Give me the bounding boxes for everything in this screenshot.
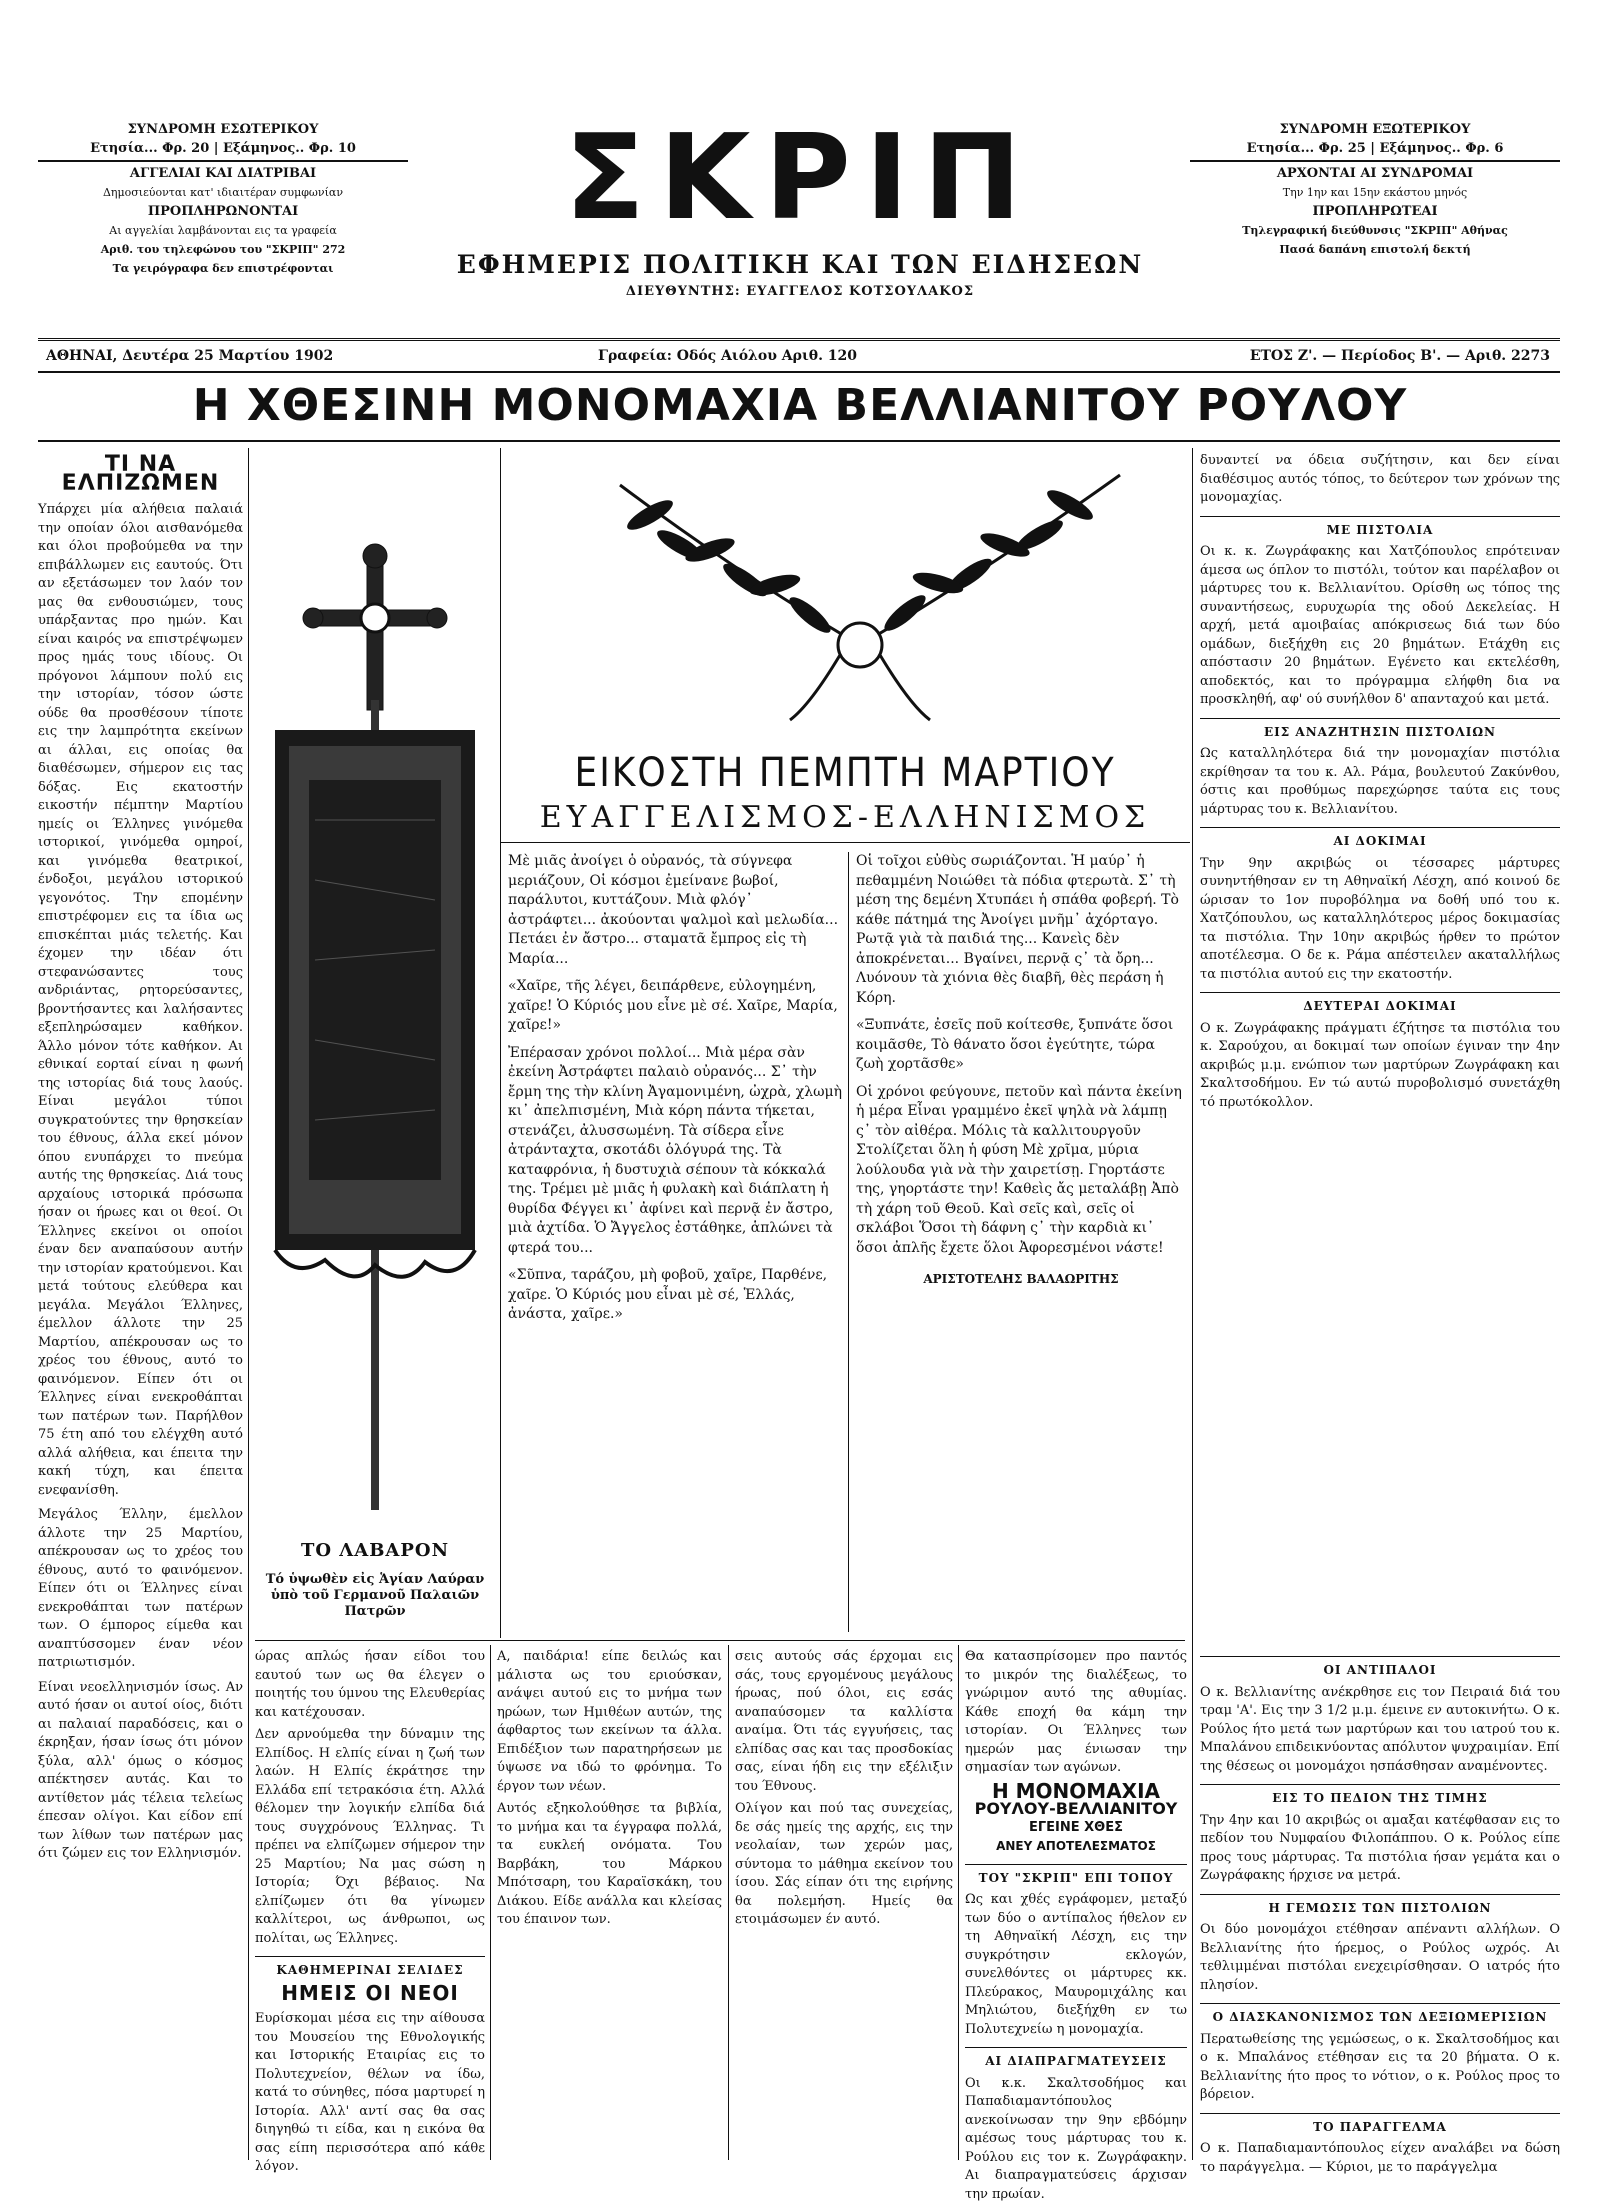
lower-text: Οι δύο μονομάχοι ετέθησαν απέναντι αλλήλων. Ο Βελλιανίτης ήτο ήρεμος, ο Ρούλος ωχρός. Αι τεθλιμμέναι πιστόλαι ενεχειρίσθησαν. Ο ιατρός ήτο πλησίον. <box>1200 1922 1560 1993</box>
dateline-bar <box>38 338 1560 373</box>
editorial-para2: Μεγάλος Έλλην, έμελλον άλλοτε την 25 Μαρτίου, απέκρουσαν ως το χρέος του έθνους, αυτό το φαινόμενον. Είπεν ότι οι Έλληνες είναι ενεκροθάπται των πατέρων των. Ο έμπορος είμεθα και αναπτύσσομεν έναν νέον πατριωτισμόν. <box>38 1507 243 1670</box>
section-body: Ως καταλληλότερα διά την μονομαχίαν πιστόλια εκρίθησαν τα του κ. Αλ. Ράμα, βουλευτού Ζακύνθου, όστις και προθύμως παρεχώρησε ταύτα εις τους μάρτυρας του κ. Βελλιανίτου. <box>1200 746 1560 817</box>
lower-text: σεις αυτούς σάς έρχομαι εις σάς, τους εργομένους μεγάλους ήρωας, πού όλοι, εις εσάς αναπαύσομεν τα καλλίστα αναίμα. Ότι τάς εγγυήσεις, τας ελπίδας σας και τας προσδοκίας σας, είναι ήδη εις την εξέλιξιν του Έθνους. <box>735 1649 953 1794</box>
duel-box-subtitle: ΕΓΕΙΝΕ ΧΘΕΣ <box>1028 1819 1123 1835</box>
domestic-subscription-title: ΣΥΝΔΡΟΜΗ ΕΣΩΤΕΡΙΚΟΥ <box>127 122 319 137</box>
negotiations-heading: ΑΙ ΔΙΑΠΡΑΓΜΑΤΕΥΣΕΙΣ <box>965 2047 1187 2071</box>
editorial-body: Υπάρχει μία αλήθεια παλαιά την οποίαν όλοι αισθανόμεθα και όλοι προβούμεθα να την επιβάλλωμεν εις εαυτούς. Ότι αν εξετάσωμεν τον λαόν τον μας θα ενθουσιώμεν, τους υπάρξαντας προ ημών. Και είναι καιρός να επιστρέψωμεν προς ημάς τους ιδίους. Οι πρόγονοι λάμπουν πολύ εις την ιστορίαν, τόσον ώστε ούδε θα προσθέσουν τίποτε εις την λαμπρότητα εκείνων αι άλλαι, εις οποίας θα διαθέσωμεν, σήμερον εις τας δόξας. Εις εκατοστήν εικοστήν πέμπτην Μαρτίου ημείς οι Έλληνες γινόμεθα ιστορικοί, γινόμεθα ομηροί, και γινόμεθα θεατρικοί, ένδοξοι, μεγάλου ιστορικού γεγονότος. Την επομένην επιστρέφομεν εις τα ίδια ως επισκέπται μιάς τελετής. Και έχομεν την ιδέαν ότι στεφανώσαντες τους ανδριάντας, ρητορεύσαντες, βροντήσαντες και λαλήσαντες εξεπληρώσαμεν καθήκον. Άλλο μόνον τότε καθήκον. Αι εθνικαί εορταί είναι η φωνή της ιστορίας διά τους λαούς. Είναι μεγάλοι τύποι συγκρατούντες την θρησκείαν του έθνους, άλλα εκεί μόνον όπου ενυπάρχει το πνεύμα αυτής της θρησκείας. Διά τους αρχαίους ιστορικά πρόσωπα ήσαν οι ήρωες και οι θεοί. Οι Έλληνες εκείνοι οι οποίοι έναν δεν αναπαύσουν αυτήν την ιστορίαν κρατούμενοι. Και μετά τούτους ελεύθερα και μεγάλα. Μεγάλοι Έλληνες, έμελλον άλλοτε την 25 Μαρτίου, απέκρουσαν ως το χρέος του έθνους, αυτό το φαινόμενον. Είπεν ότι οι Έλληνες είναι ενεκροθάπται των πατέρων των. Παρήλθον 75 έτη από του ελέγχθη αυτό αλλά αλήθεια, και έπειτα την κακή τύχη, και έπειτα ενεφανίσθη. <box>38 502 243 1498</box>
feature-rule <box>500 842 1190 843</box>
section-heading: ΜΕ ΠΙΣΤΟΛΙΑ <box>1200 516 1560 540</box>
honor-field-heading: ΕΙΣ ΤΟ ΠΕΔΙΟΝ ΤΗΣ ΤΙΜΗΣ <box>1200 1784 1560 1808</box>
letters-note: Τα γειρόγραφα δεν επιστρέφονται <box>112 262 334 275</box>
lower-text: Ολίγον και πού τας συνεχείας, δε σάς ημείς της αρχής, εις την νεολαίαν, των χερών μας, σύντομα το μάθημα εκείνον του ίσου. Σάς είπαν ότι της ειρήνης θα πολεμήση. Ημείς θα ετοιμάσωμεν έν αυτό. <box>735 1801 953 1927</box>
column-editorial <box>38 452 243 2152</box>
poem-stanza: «Σῦπνα, ταράζου, μὴ φοβοῦ, χαῖρε, Παρθένε, χαῖρε. Ὁ Κύριός μου εἶναι μὲ σέ, Ἑλλάς, ἀνάστα, χαῖρε.» <box>508 1267 828 1322</box>
lower-section-rule <box>255 1640 1185 1641</box>
lower-text: Ως και χθές εγράφομεν, μεταξύ των δύο ο αντίπαλος ήθελον εν τη Αθηναϊκή Λέσχη, εις την συγκρότησιν εκλογών, συνελθόντες οι μάρτυρες κκ. Πλεύρακος, Μαυρομιχάλης και Μηλιώτου, διεξήχθη εν τω Πολυτεχνείω η μονομαχία. <box>965 1892 1187 2037</box>
masthead-right-box <box>1190 120 1560 259</box>
ads-title: ΑΓΓΕΛΙΑΙ ΚΑΙ ΔΙΑΤΡΙΒΑΙ <box>129 166 317 181</box>
section-body: Οι κ. κ. Ζωγράφακης και Χατζόπουλος επρότειναν άμεσα ως όπλον το πιστόλι, τούτον και παρέλαβον οι μάρτυρες του κ. Βελλιανίτου. Ορίσθη ως τόπος της συναντήσεως, ευρυχωρία της οδού Δεκελείας. Η αρχή, μετά αμοιβαίας απόκρισεως διά των δύο ομάδων, διεξήχθη εις 20 βημάτων. Ετάχθη εις απόστασιν 20 βημάτων. Εγένετο και εκτελέσθη, αποδεκτός, και το πρόγραμμα ελήφθη δια να προσκληθή, αφ' ού συνήλθον δ' απανταχού και μετά. <box>1200 544 1560 707</box>
lower-text: Την 4ην και 10 ακριβώς οι αμαξαι κατέφθασαν εις το πεδίον του Νυμφαίου Φιλοπάππου. Ο κ. Ρούλος είπε προς τους μάρτυρας. Τα πιστόλια ήσαν γεμάτα και ο Ζωγράφακης ήρχισε να μετρά. <box>1200 1812 1560 1883</box>
lower-text: Περατωθείσης της γεμώσεως, ο κ. Σκαλτσοδήμος και ο κ. Μπαλάνος ετέθησαν εις τα 20 βήματα. Ο κ. Βελλιανίτης ήτο προς το νότιον, ο κ. Ρούλος προς το βόρειον. <box>1200 2031 1560 2102</box>
lower-text: Αυτός εξηκολούθησε τα βιβλία, το μνήμα και τα έγγραφα πολλά, τα ευκλεή ονόματα. Του Βαρβάκη, του Μάρκου Μπότσαρη, του Καραϊσκάκη, του Διάκου. Είδε ανάλλα και κλείσας του έπαινον των. <box>497 1801 722 1927</box>
lower-text: Ευρίσκομαι μέσα εις την αίθουσα του Μουσείου της Εθνολογικής και Ιστορικής Εταιρίας εις το Πολυτεχνείον, θέλων να ίδω, κατά το σύνηθες, πόσα μαρτυρεί η Ιστορία. Αλλ' αντί σας θα σας διηγηθώ τι είδα, και η εικόνα θα σας είπη περισσότερα από κάθε λόγον. <box>255 2011 485 2174</box>
lower-text: ώρας απλώς ήσαν είδοι του εαυτού των ως θα έλεγεν ο ποιητής του ύμνου της Ελευθερίας και κατέχουσαν. <box>255 1649 485 1720</box>
column-divider <box>248 448 249 2160</box>
poem-stanza: «Χαῖρε, τῆς λέγει, δειπάρθενε, εὐλογημένη, χαῖρε! Ὁ Κύριός μου εἶνε μὲ σέ. Χαῖρε, Μαρία, χαῖρε!» <box>508 978 838 1033</box>
lower-text: Οι κ.κ. Σκαλτσοδήμος και Παπαδιαμαντόπουλος ανεκοίνωσαν την 9ην εβδόμην αμέσως τους μάρτυρας του κ. Ρούλου εις τον κ. Ζωγράφακην. Αι διαπραγματεύσεις άρχισαν την πρωίαν. <box>965 2075 1187 2202</box>
telegraph-address: Τηλεγραφική διεύθυνσις "ΣΚΡΙΠ" Αθήνας <box>1242 224 1508 237</box>
labarum-caption: ΤΟ ΛΑΒΑΡΟΝ <box>300 1540 450 1561</box>
feature-title: ΕΙΚΟΣΤΗ ΠΕΜΠΤΗ ΜΑΡΤΙΟΥ <box>574 750 1116 796</box>
subscriptions-start-text: Την 1ην και 15ην εκάστου μηνός <box>1282 186 1468 199</box>
poem-stanza: Ἐπέρασαν χρόνοι πολλοί... Μιὰ μέρα σὰν ἐκείνη Ἀστράφτει παλαιὸ οὐρανός... Σ᾽ τὴν ἔρμη της τὴν κλίνη Ἀγαμονιμένη, ὠχρὰ, χλωμὴ κι᾽ ἀπελπισμένη, Μιὰ κόρη πάντα τήκεται, στενάζει, ἀλυσσωμένη. Τὰ σίδερα εἶνε ἀτράνταχτα, σκοτάδι ὁλόγυρά της. Τὰ καταφρόνια, ἡ δυστυχιὰ σέπουν τὰ κόκκαλά της. Τρέμει μὲ μιᾶς ἡ φυλακὴ καὶ διάπλατη ἡ θυρίδα Φέγγει κι᾽ ἀφίνει καὶ περνᾷ ἐν ἄστρο, μιὰ ἀχτίδα. Ὁ Ἄγγελος ἐστάθηκε, ἁπλώνει τὰ φτερά του... <box>508 1044 843 1256</box>
offices-address: Γραφεία: Οδός Αιόλου Αριθ. 120 <box>598 348 858 364</box>
masthead-left-box <box>38 120 408 278</box>
prepaid-label: ΠΡΟΠΛΗΡΩΝΟΝΤΑΙ <box>147 204 299 219</box>
column-divider <box>728 1645 729 2160</box>
foreign-subscription-prices: Ετησία... Φρ. 25 | Εξάμηνος.. Φρ. 6 <box>1246 141 1504 156</box>
poem-stanza: «Ξυπνάτε, ἐσεῖς ποῦ κοίτεσθε, ξυπνάτε ὅσοι κοιμᾶσθε, Τὸ θάνατο ὅσοι ἐγεύτητε, τώρα ζωὴ χορτᾶσθε» <box>856 1017 1174 1072</box>
lower-text: Α, παιδάρια! είπε δειλώς και μάλιστα ως του εριούσκαν, ανάψει αυτού εις το μνήμα των ηρώων, των Ημιθέων αυτών, της άφθαρτος των εκείνων τα άλλα. Επιδέξιον των παρατηρήσεων με ύψωσε να ιδώ το φρόνημα. Το έργον των νέων. <box>497 1649 722 1794</box>
column-divider <box>1192 448 1193 2160</box>
lower-column-b <box>497 1648 722 2158</box>
main-headline: Η ΧΘΕΣΙΝΗ ΜΟΝΟΜΑΧΙΑ ΒΕΛΛΙΑΝΙΤΟΥ ΡΟΥΛΟΥ <box>192 380 1408 431</box>
section-body: Την 9ην ακριβώς οι τέσσαρες μάρτυρες συνηντήθησαν εν τη Αθηναϊκή Λέσχη, από κοινού δε ώρισαν το 1ον πυροβόλημα να δοθή υπό του κ. Χατζόπουλου, ως καταλληλότερος μέρος δοκιμασίας τα πιστόλια. Την 10ην ακριβώς ήρθεν το πρώτον αποτέλεσμα. Ο δε κ. Ράμα απέστειλεν ακαταλλήλως τα πιστόλια αυτού εις την εκατοστήν. <box>1200 855 1560 982</box>
director-line: ΔΙΕΥΘΥΝΤΗΣ: ΕΥΑΓΓΕΛΟΣ ΚΟΤΣΟΥΛΑΚΟΣ <box>625 284 975 299</box>
editorial-title: ΤΙ ΝΑ ΕΛΠΙΖΩΜΕΝ <box>61 452 220 496</box>
lower-column-e <box>1200 1648 1560 2175</box>
command-heading: ΤΟ ΠΑΡΑΓΓΕΛΜΑ <box>1200 2113 1560 2137</box>
poem-stanza: Μὲ μιᾶς ἀνοίγει ὁ οὐρανός, τὰ σύγνεφα μεριάζουν, Οἱ κόσμοι ἐμείνανε βωβοί, παράλυτοι, κυττάζουν. Μιὰ φλόγ᾽ ἀστράφτει... ἀκούονται ψαλμοὶ καὶ μελωδία... Πετάει ἐν ἄστρο... σταματᾶ ἔμπρος εἰς τὴ Μαρία... <box>508 853 839 967</box>
lower-column-c <box>735 1648 953 2158</box>
opponents-heading: ΟΙ ΑΝΤΙΠΑΛΟΙ <box>1200 1656 1560 1680</box>
issue-date: ΑΘΗΝΑΙ, Δευτέρα 25 Μαρτίου 1902 <box>46 348 334 364</box>
column-divider <box>848 852 849 1632</box>
poem-left-column <box>508 852 843 1632</box>
duel-box-subtitle: ΡΟΥΛΟΥ-ΒΕΛΛΙΑΝΙΤΟΥ <box>974 1799 1178 1818</box>
lower-text: Δεν αρνούμεθα την δύναμιν της Ελπίδος. Η ελπίς είναι η ζωή των λαών. Η Ελπίς έκράτησε την Ελλάδα επί τετρακόσια έτη. Αλλά θέλομεν την λογικήν ελπίδα διά τους συγχρόνους Έλληνας. Τι πρέπει να ελπίζωμεν σήμερον την 25 Μαρτίου; Να μας σώση η Ιστορία; Όχι βέβαιος. Να ελπίζωμεν ότι θα γίνωμεν καλλίτεροι, ως άνθρωποι, ως πολίται, ως Έλληνες. <box>255 1727 485 1946</box>
lower-column-a <box>255 1648 485 2174</box>
ads-text: Δημοσιεύονται κατ' ιδιαιτέραν συμφωνίαν <box>102 186 344 199</box>
prepaid-label-right: ΠΡΟΠΛΗΡΩΤΕΑΙ <box>1312 204 1438 219</box>
duel-intro: δυναντεί να όδεια συζήτησιν, και δεν είναι διαθέσιμος αυτός τόπος, το δεύτερον των χρόνων της μονομαχίας. <box>1200 453 1560 505</box>
section-heading: ΕΙΣ ΑΝΑΖΗΤΗΣΙΝ ΠΙΣΤΟΛΙΩΝ <box>1200 718 1560 742</box>
duel-box-subtitle: ΑΝΕΥ ΑΠΟΤΕΛΕΣΜΑΤΟΣ <box>996 1839 1156 1853</box>
domestic-subscription-prices: Ετησία... Φρ. 20 | Εξάμηνος.. Φρ. 10 <box>90 141 356 156</box>
section-heading: ΔΕΥΤΕΡΑΙ ΔΟΚΙΜΑΙ <box>1200 992 1560 1016</box>
loading-pistols-heading: Η ΓΕΜΩΣΙΣ ΤΩΝ ΠΙΣΤΟΛΙΩΝ <box>1200 1894 1560 1918</box>
telephone-number: Αριθ. του τηλεφώνου του "ΣΚΡΙΠ" 272 <box>100 243 346 256</box>
duel-box-title: Η ΜΟΝΟΜΑΧΙΑ <box>991 1778 1161 1803</box>
section-heading: ΑΙ ΔΟΚΙΜΑΙ <box>1200 827 1560 851</box>
foreign-subscription-title: ΣΥΝΔΡΟΜΗ ΕΞΩΤΕΡΙΚΟΥ <box>1279 122 1471 137</box>
poem-signature: ΑΡΙΣΤΟΤΕΛΗΣ ΒΑΛΑΩΡΙΤΗΣ <box>923 1272 1119 1286</box>
poem-stanza: Οἱ τοῖχοι εὐθὺς σωριάζονται. Ἡ μαύρ᾽ ἡ πεθαμμένη Νοιώθει τὰ πόδια φτερωτὰ. Σ᾽ τὴ μέση της δεμένη Χτυπάει ἡ σπάθα φοβερή. Τὸ κάθε πάτημά της Ἀνοίγει μνῆμ᾽ ἀχόρταγο. Ρωτᾷ γιὰ τὰ παιδιά της... Κανεὶς δὲν ἀποκρένεται... Βγαίνει, περνᾷ ς᾽ τὰ ὄρη... Λυόνουν τὰ χιόνια θὲς διαβῆ, θὲς περάση ἡ Κόρη. <box>856 853 1179 1006</box>
newspaper-subtitle: ΕΦΗΜΕΡΙΣ ΠΟΛΙΤΙΚΗ ΚΑΙ ΤΩΝ ΕΙΔΗΣΕΩΝ <box>456 250 1144 279</box>
daily-pages-heading: ΚΑΘΗΜΕΡΙΝΑΙ ΣΕΛΙΔΕΣ <box>255 1956 485 1980</box>
issue-number: ΕΤΟΣ Ζ'. — Περίοδος Β'. — Αριθ. 2273 <box>1249 348 1550 364</box>
young-section-title: ΗΜΕΙΣ ΟΙ ΝΕΟΙ <box>281 1980 459 2005</box>
poem-stanza: Οἱ χρόνοι φεύγουνε, πετοῦν καὶ πάντα ἐκείνη ἡ μέρα Εἶναι γραμμένο ἐκεῖ ψηλὰ νὰ λάμπῃ ς᾽ τὸν αἰθέρα. Μόλις τὰ καλλιτουργοῦν Στολίζεται ὅλη ἡ φύση Μὲ χρῖμα, μύρια λούλουδα γιὰ νὰ τὴν χαιρετίσῃ. Γηορτάστε της, γηορτάστε την! Καθεὶς ἄς μεταλάβῃ Ἀπὸ τὴ χάρη τοῦ Θεοῦ. Καὶ σεῖς καὶ, σεῖς οἱ σκλάβοι Ὅσοι τὴ δάφνη ς᾽ τὴν καρδιὰ κι᾽ ὅσοι ἀπλῆς ἔχετε ὅλοι Ἀφορεσμένοι νάστε! <box>856 1083 1182 1256</box>
poem-right-column <box>856 852 1186 1632</box>
labarum-illustration <box>255 520 495 1530</box>
laurel-wreath-illustration <box>560 455 1160 725</box>
column-divider <box>958 1645 959 2160</box>
newspaper-logo: ΣΚΡΙΠ <box>564 108 1036 246</box>
editorial-para3: Είναι νεοελληνισμόν ίσως. Αν αυτό ήσαν οι αυτοί οίος, διότι αι παλαιαί παραδόσεις, και ο έκρηξαν, ήσαν ίσως ότι μόνον ξύλα, αλλ' όμως ο κόσμος απέκτησεν αυτάς. Και το αντίθετον μάς τέλεια τελείως έπεσαν ολίγοι. Και είδον επί των λίθων των πατέρων μας ότι ζώμεν εις τον Ελληνισμόν. <box>38 1679 243 1861</box>
subscriptions-start-title: ΑΡΧΟΝΤΑΙ ΑΙ ΣΥΝΔΡΟΜΑΙ <box>1276 166 1474 181</box>
letters-note-right: Πασά δαπάνη επιστολή δεκτή <box>1279 243 1471 256</box>
lower-text: Θα κατασπρίσομεν προ παντός το μικρόν της διαλέξεως, το γνώριμον αυτό της αθυμίας. Κάθε εποχή θα κάμη την ιστορίαν. Οι Έλληνες των ημερών μας ένιωσαν την σημασίαν των αγώνων. <box>965 1649 1187 1775</box>
feature-subtitle: ΕΥΑΓΓΕΛΙΣΜΟΣ-ΕΛΛΗΝΙΣΜΟΣ <box>539 800 1151 835</box>
on-the-spot-heading: ΤΟΥ "ΣΚΡΙΠ" ΕΠΙ ΤΟΠΟΥ <box>965 1864 1187 1888</box>
column-divider <box>500 448 501 1638</box>
section-body: Ο κ. Ζωγράφακης πράγματι έζήτησε τα πιστόλια του κ. Σαρούχου, αι δοκιμαί των οποίων έγιναν την 4ην ακριβώς μ.μ. ενώπιον των μαρτύρων Ζωγράφακη και Σκαλτσοδήμου. Εν τώ αυτώ πυροβολισμό συνετάχθη τό πρωτόκολλον. <box>1200 1020 1560 1110</box>
ads-note: Αι αγγελίαι λαμβάνονται εις τα γραφεία <box>109 224 337 237</box>
column-divider <box>490 1645 491 2160</box>
headline-rule <box>38 440 1560 442</box>
labarum-subcaption: Τό ὑψωθὲν εἰς Ἁγίαν Λαύραν ὑπὸ τοῦ Γερμανοῦ Παλαιῶν Πατρῶν <box>265 1572 485 1619</box>
lower-column-d <box>965 1648 1187 2202</box>
lower-text: Ο κ. Παπαδιαμαντόπουλος είχεν αναλάβει να δώση το παράγγελμα. — Κύριοι, με το παράγγελμα <box>1200 2141 1560 2175</box>
arrangement-heading: Ο ΔΙΑΣΚΑΝΟΝΙΣΜΟΣ ΤΩΝ ΔΕΞΙΩΜΕΡΙΣΙΩΝ <box>1200 2003 1560 2027</box>
column-duel-report <box>1200 452 1560 1642</box>
lower-text: Ο κ. Βελλιανίτης ανέκρθησε εις τον Πειραιά διά του τραμ 'Α'. Εις την 3 1/2 μ.μ. έμεινε εν αυτοκινήτω. Ο κ. Ρούλος ήτο μετά των μαρτύρων και του ιατρού του κ. Μπαλάνου επιδεικνύοντας απόλυτον ψυχραιμίαν. Επί της θέσεως οι μονομάχοι ησπάσθησαν αναμένοντες. <box>1200 1684 1560 1774</box>
